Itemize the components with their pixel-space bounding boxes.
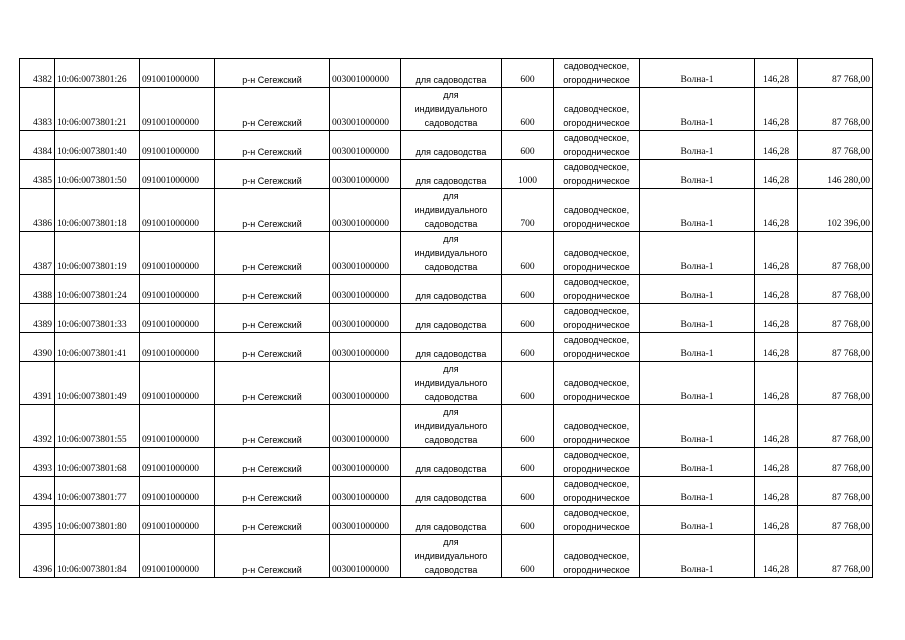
locality-code-cell: 003001000000	[330, 448, 401, 477]
cadastral-value-cell: 87 768,00	[798, 304, 873, 333]
permitted-use-cell	[401, 160, 502, 189]
area-cell: 600	[502, 131, 554, 160]
land-category-line: садоводческое,	[563, 378, 630, 388]
table-row	[20, 189, 873, 232]
land-category-cell	[554, 506, 640, 535]
locality-code-cell: 003001000000	[330, 506, 401, 535]
specific-value-cell: 146,28	[755, 131, 798, 160]
permitted-use-cell	[401, 232, 502, 275]
district-cell: р-н Сегежский	[215, 59, 330, 88]
land-category-line: садоводческое,	[563, 421, 630, 431]
locality-code-cell: 003001000000	[330, 362, 401, 405]
cadastral-number-cell: 10:06:0073801:24	[55, 275, 140, 304]
land-category-line: огородническое	[563, 118, 630, 128]
table-row	[20, 535, 873, 578]
permitted-use-line: садоводства	[424, 262, 478, 272]
permitted-use-line: для садоводства	[415, 320, 487, 330]
locality-code-cell: 003001000000	[330, 59, 401, 88]
cadastral-number-cell: 10:06:0073801:33	[55, 304, 140, 333]
land-category-cell	[554, 333, 640, 362]
row-number-cell: 4390	[20, 333, 55, 362]
area-cell: 700	[502, 189, 554, 232]
permitted-use-line: садоводства	[424, 118, 478, 128]
land-category-line: садоводческое,	[563, 104, 630, 114]
area-cell: 600	[502, 333, 554, 362]
specific-value-cell: 146,28	[755, 59, 798, 88]
permitted-use-line: для	[443, 407, 459, 417]
specific-value-cell: 146,28	[755, 362, 798, 405]
row-number-cell: 4391	[20, 362, 55, 405]
land-category-line: садоводческое,	[563, 551, 630, 561]
permitted-use-line: для садоводства	[415, 349, 487, 359]
oktmo-code-cell: 091001000000	[140, 131, 215, 160]
locality-code-cell: 003001000000	[330, 535, 401, 578]
district-cell: р-н Сегежский	[215, 131, 330, 160]
district-cell: р-н Сегежский	[215, 88, 330, 131]
row-number-cell: 4385	[20, 160, 55, 189]
permitted-use-cell	[401, 304, 502, 333]
land-category-cell	[554, 362, 640, 405]
cadastral-value-cell: 87 768,00	[798, 477, 873, 506]
permitted-use-cell	[401, 59, 502, 88]
settlement-name-cell: Волна-1	[640, 448, 755, 477]
land-category-line: огородническое	[563, 320, 630, 330]
district-cell: р-н Сегежский	[215, 405, 330, 448]
permitted-use-line: садоводства	[424, 219, 478, 229]
permitted-use-line: для садоводства	[415, 147, 487, 157]
land-category-line: садоводческое,	[563, 479, 630, 489]
land-category-line: садоводческое,	[563, 248, 630, 258]
oktmo-code-cell: 091001000000	[140, 59, 215, 88]
land-category-cell	[554, 405, 640, 448]
district-cell: р-н Сегежский	[215, 506, 330, 535]
cadastral-number-cell: 10:06:0073801:50	[55, 160, 140, 189]
district-cell: р-н Сегежский	[215, 160, 330, 189]
land-category-line: садоводческое,	[563, 306, 630, 316]
permitted-use-cell	[401, 448, 502, 477]
district-cell: р-н Сегежский	[215, 304, 330, 333]
row-number-cell: 4395	[20, 506, 55, 535]
specific-value-cell: 146,28	[755, 160, 798, 189]
table-row	[20, 506, 873, 535]
row-number-cell: 4383	[20, 88, 55, 131]
oktmo-code-cell: 091001000000	[140, 304, 215, 333]
table-row	[20, 448, 873, 477]
district-cell: р-н Сегежский	[215, 232, 330, 275]
permitted-use-line: индивидуального	[414, 551, 488, 561]
permitted-use-line: для садоводства	[415, 522, 487, 532]
specific-value-cell: 146,28	[755, 405, 798, 448]
locality-code-cell: 003001000000	[330, 131, 401, 160]
permitted-use-line: индивидуального	[414, 104, 488, 114]
row-number-cell: 4396	[20, 535, 55, 578]
permitted-use-line: индивидуального	[414, 378, 488, 388]
land-category-line: садоводческое,	[563, 61, 630, 71]
land-category-cell	[554, 448, 640, 477]
permitted-use-line: садоводства	[424, 565, 478, 575]
land-category-line: садоводческое,	[563, 162, 630, 172]
land-category-cell	[554, 189, 640, 232]
district-cell: р-н Сегежский	[215, 275, 330, 304]
area-cell: 1000	[502, 160, 554, 189]
land-category-cell	[554, 131, 640, 160]
specific-value-cell: 146,28	[755, 275, 798, 304]
cadastral-value-cell: 87 768,00	[798, 506, 873, 535]
land-category-line: садоводческое,	[563, 205, 630, 215]
settlement-name-cell: Волна-1	[640, 405, 755, 448]
land-category-cell	[554, 304, 640, 333]
land-category-cell	[554, 275, 640, 304]
oktmo-code-cell: 091001000000	[140, 88, 215, 131]
oktmo-code-cell: 091001000000	[140, 362, 215, 405]
cadastral-number-cell: 10:06:0073801:80	[55, 506, 140, 535]
area-cell: 600	[502, 405, 554, 448]
district-cell: р-н Сегежский	[215, 189, 330, 232]
oktmo-code-cell: 091001000000	[140, 535, 215, 578]
cadastral-value-cell: 87 768,00	[798, 448, 873, 477]
land-category-line: огородническое	[563, 522, 630, 532]
cadastral-value-cell: 87 768,00	[798, 275, 873, 304]
table-row	[20, 275, 873, 304]
cadastral-value-cell: 87 768,00	[798, 59, 873, 88]
district-cell: р-н Сегежский	[215, 535, 330, 578]
table-row	[20, 232, 873, 275]
permitted-use-cell	[401, 275, 502, 304]
locality-code-cell: 003001000000	[330, 275, 401, 304]
permitted-use-line: для садоводства	[415, 493, 487, 503]
land-category-cell	[554, 232, 640, 275]
row-number-cell: 4389	[20, 304, 55, 333]
permitted-use-line: для	[443, 90, 459, 100]
land-category-line: огородническое	[563, 147, 630, 157]
table-row	[20, 405, 873, 448]
specific-value-cell: 146,28	[755, 232, 798, 275]
specific-value-cell: 146,28	[755, 535, 798, 578]
permitted-use-line: для садоводства	[415, 291, 487, 301]
cadastral-number-cell: 10:06:0073801:41	[55, 333, 140, 362]
land-category-line: садоводческое,	[563, 335, 630, 345]
land-category-cell	[554, 59, 640, 88]
district-cell: р-н Сегежский	[215, 477, 330, 506]
district-cell: р-н Сегежский	[215, 362, 330, 405]
area-cell: 600	[502, 59, 554, 88]
land-category-line: огородническое	[563, 464, 630, 474]
cadastral-number-cell: 10:06:0073801:55	[55, 405, 140, 448]
land-category-cell	[554, 88, 640, 131]
settlement-name-cell: Волна-1	[640, 59, 755, 88]
land-category-line: огородническое	[563, 493, 630, 503]
cadastral-number-cell: 10:06:0073801:19	[55, 232, 140, 275]
settlement-name-cell: Волна-1	[640, 362, 755, 405]
row-number-cell: 4392	[20, 405, 55, 448]
district-cell: р-н Сегежский	[215, 448, 330, 477]
land-category-line: огородническое	[563, 565, 630, 575]
permitted-use-line: для	[443, 191, 459, 201]
specific-value-cell: 146,28	[755, 477, 798, 506]
cadastral-value-cell: 87 768,00	[798, 535, 873, 578]
land-category-cell	[554, 477, 640, 506]
table-row	[20, 477, 873, 506]
settlement-name-cell: Волна-1	[640, 535, 755, 578]
cadastral-value-cell: 102 396,00	[798, 189, 873, 232]
cadastral-number-cell: 10:06:0073801:77	[55, 477, 140, 506]
permitted-use-cell	[401, 535, 502, 578]
locality-code-cell: 003001000000	[330, 405, 401, 448]
land-category-line: огородническое	[563, 176, 630, 186]
oktmo-code-cell: 091001000000	[140, 189, 215, 232]
area-cell: 600	[502, 506, 554, 535]
cadastral-number-cell: 10:06:0073801:18	[55, 189, 140, 232]
cadastral-value-cell: 146 280,00	[798, 160, 873, 189]
locality-code-cell: 003001000000	[330, 477, 401, 506]
row-number-cell: 4384	[20, 131, 55, 160]
land-category-cell	[554, 160, 640, 189]
settlement-name-cell: Волна-1	[640, 333, 755, 362]
permitted-use-line: для садоводства	[415, 464, 487, 474]
row-number-cell: 4382	[20, 59, 55, 88]
land-category-line: огородническое	[563, 262, 630, 272]
row-number-cell: 4393	[20, 448, 55, 477]
locality-code-cell: 003001000000	[330, 189, 401, 232]
oktmo-code-cell: 091001000000	[140, 333, 215, 362]
oktmo-code-cell: 091001000000	[140, 275, 215, 304]
area-cell: 600	[502, 304, 554, 333]
permitted-use-cell	[401, 506, 502, 535]
cadastral-value-cell: 87 768,00	[798, 88, 873, 131]
oktmo-code-cell: 091001000000	[140, 160, 215, 189]
permitted-use-line: для садоводства	[415, 176, 487, 186]
table-row	[20, 88, 873, 131]
row-number-cell: 4388	[20, 275, 55, 304]
row-number-cell: 4387	[20, 232, 55, 275]
area-cell: 600	[502, 448, 554, 477]
permitted-use-line: для	[443, 364, 459, 374]
area-cell: 600	[502, 535, 554, 578]
land-category-line: огородническое	[563, 219, 630, 229]
cadastral-number-cell: 10:06:0073801:26	[55, 59, 140, 88]
locality-code-cell: 003001000000	[330, 304, 401, 333]
table-row	[20, 333, 873, 362]
oktmo-code-cell: 091001000000	[140, 448, 215, 477]
permitted-use-line: индивидуального	[414, 421, 488, 431]
locality-code-cell: 003001000000	[330, 88, 401, 131]
area-cell: 600	[502, 362, 554, 405]
land-category-line: огородническое	[563, 75, 630, 85]
land-category-line: садоводческое,	[563, 508, 630, 518]
table-row	[20, 304, 873, 333]
district-cell: р-н Сегежский	[215, 333, 330, 362]
permitted-use-line: садоводства	[424, 435, 478, 445]
specific-value-cell: 146,28	[755, 304, 798, 333]
land-plots-table	[19, 58, 873, 578]
permitted-use-cell	[401, 88, 502, 131]
table-row	[20, 131, 873, 160]
specific-value-cell: 146,28	[755, 448, 798, 477]
table-body	[20, 59, 873, 578]
cadastral-value-cell: 87 768,00	[798, 333, 873, 362]
permitted-use-cell	[401, 362, 502, 405]
settlement-name-cell: Волна-1	[640, 189, 755, 232]
row-number-cell: 4394	[20, 477, 55, 506]
land-category-line: садоводческое,	[563, 450, 630, 460]
cadastral-number-cell: 10:06:0073801:84	[55, 535, 140, 578]
cadastral-value-cell: 87 768,00	[798, 232, 873, 275]
permitted-use-cell	[401, 477, 502, 506]
cadastral-number-cell: 10:06:0073801:49	[55, 362, 140, 405]
locality-code-cell: 003001000000	[330, 232, 401, 275]
land-category-line: огородническое	[563, 291, 630, 301]
land-category-line: садоводческое,	[563, 277, 630, 287]
cadastral-value-cell: 87 768,00	[798, 362, 873, 405]
table-row	[20, 160, 873, 189]
permitted-use-line: индивидуального	[414, 248, 488, 258]
settlement-name-cell: Волна-1	[640, 477, 755, 506]
permitted-use-cell	[401, 131, 502, 160]
cadastral-number-cell: 10:06:0073801:68	[55, 448, 140, 477]
cadastral-value-cell: 87 768,00	[798, 131, 873, 160]
settlement-name-cell: Волна-1	[640, 131, 755, 160]
cadastral-number-cell: 10:06:0073801:21	[55, 88, 140, 131]
specific-value-cell: 146,28	[755, 333, 798, 362]
permitted-use-line: индивидуального	[414, 205, 488, 215]
oktmo-code-cell: 091001000000	[140, 405, 215, 448]
land-category-line: садоводческое,	[563, 133, 630, 143]
permitted-use-line: для	[443, 234, 459, 244]
permitted-use-cell	[401, 405, 502, 448]
specific-value-cell: 146,28	[755, 88, 798, 131]
permitted-use-cell	[401, 189, 502, 232]
cadastral-value-cell: 87 768,00	[798, 405, 873, 448]
permitted-use-cell	[401, 333, 502, 362]
row-number-cell: 4386	[20, 189, 55, 232]
land-category-cell	[554, 535, 640, 578]
locality-code-cell: 003001000000	[330, 333, 401, 362]
permitted-use-line: садоводства	[424, 392, 478, 402]
area-cell: 600	[502, 232, 554, 275]
land-category-line: огородническое	[563, 435, 630, 445]
permitted-use-line: для	[443, 537, 459, 547]
land-category-line: огородническое	[563, 392, 630, 402]
table-row	[20, 362, 873, 405]
settlement-name-cell: Волна-1	[640, 275, 755, 304]
land-category-line: огородническое	[563, 349, 630, 359]
settlement-name-cell: Волна-1	[640, 88, 755, 131]
oktmo-code-cell: 091001000000	[140, 232, 215, 275]
specific-value-cell: 146,28	[755, 189, 798, 232]
cadastral-number-cell: 10:06:0073801:40	[55, 131, 140, 160]
locality-code-cell: 003001000000	[330, 160, 401, 189]
settlement-name-cell: Волна-1	[640, 304, 755, 333]
settlement-name-cell: Волна-1	[640, 160, 755, 189]
specific-value-cell: 146,28	[755, 506, 798, 535]
oktmo-code-cell: 091001000000	[140, 506, 215, 535]
settlement-name-cell: Волна-1	[640, 232, 755, 275]
permitted-use-line: для садоводства	[415, 75, 487, 85]
area-cell: 600	[502, 88, 554, 131]
area-cell: 600	[502, 275, 554, 304]
table-row	[20, 59, 873, 88]
settlement-name-cell: Волна-1	[640, 506, 755, 535]
oktmo-code-cell: 091001000000	[140, 477, 215, 506]
area-cell: 600	[502, 477, 554, 506]
